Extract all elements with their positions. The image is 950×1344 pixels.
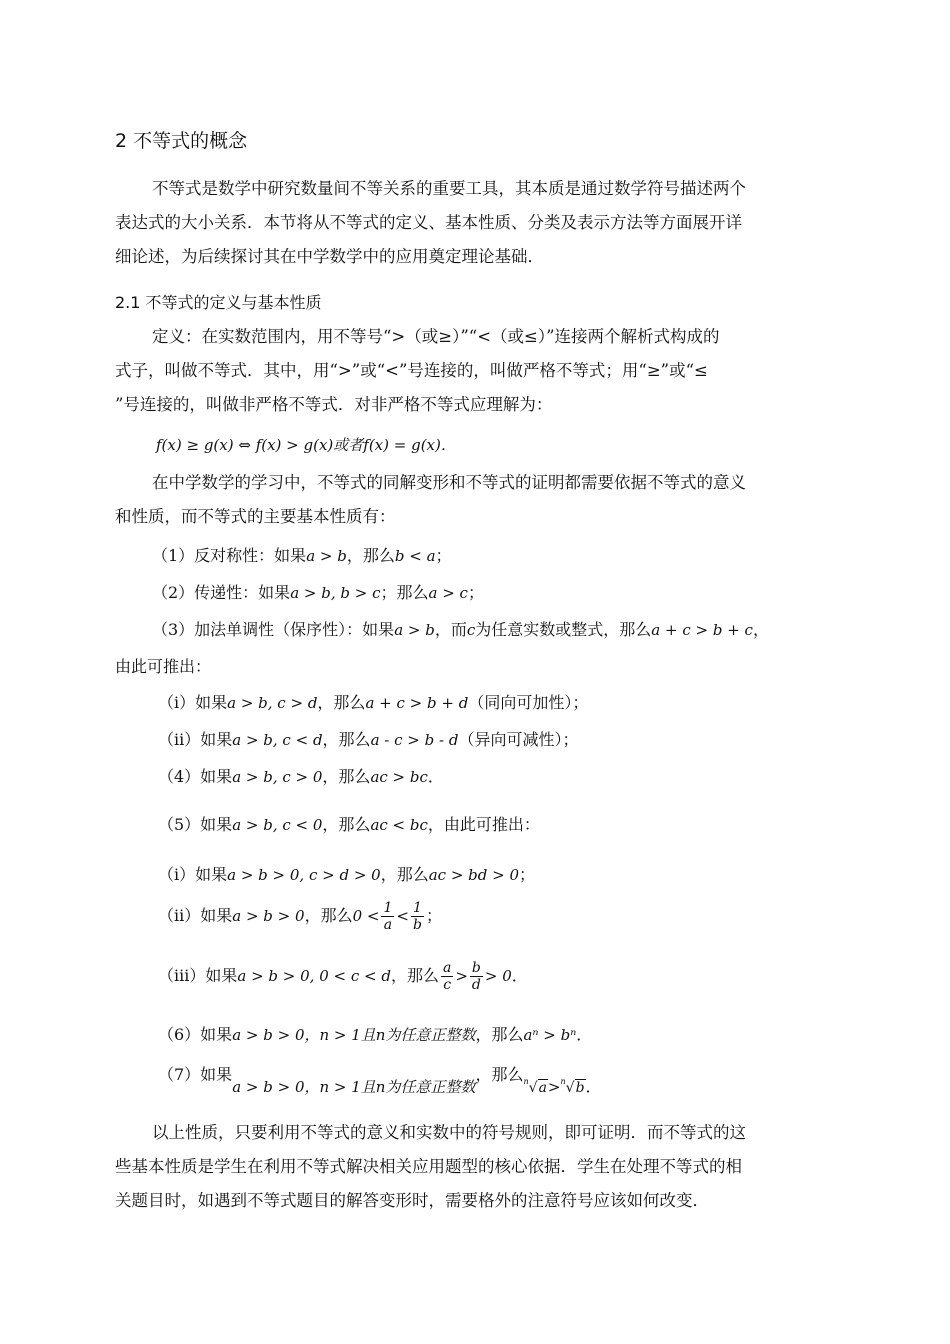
property-4-label: （4）如果: [158, 767, 233, 786]
definition-line-3: ”号连接的，叫做非严格不等式．对非严格不等式应理解为：: [115, 395, 553, 414]
property-5-iii-label: （iii）如果: [158, 966, 238, 985]
fraction-one-over-b: [411, 900, 424, 933]
property-3-mid-2: 为任意实数或整式，那么: [475, 620, 652, 639]
intro-paragraph: [115, 172, 860, 274]
radicand: b: [575, 1080, 585, 1096]
property-3-result: a + c > b + c: [651, 621, 753, 639]
property-7-condition: a > b > 0，n > 1且n为任意正整数: [232, 1078, 476, 1096]
conclusion-line-3: 关题目时，如遇到不等式题目的解答变形时，需要格外的注意符号应该如何改变．: [115, 1191, 709, 1210]
property-3-ii: [158, 727, 578, 750]
context-paragraph: [115, 466, 860, 534]
definition-line-2: 式子，叫做不等式．其中，用“>”或“<”号连接的，叫做严格不等式；用“≥”或“≤: [115, 361, 708, 380]
property-4-then: ，那么: [322, 767, 371, 786]
property-5-i-result: ac > bd > 0: [428, 866, 520, 884]
property-2-condition: a > b, b > c: [290, 584, 381, 602]
property-5-label: （5）如果: [158, 815, 233, 834]
conclusion-line-1: 以上性质，只要利用不等式的意义和实数中的符号规则，即可证明．而不等式的这: [152, 1123, 746, 1142]
fraction-numerator: 1: [383, 900, 393, 916]
property-3-mid-1: ，而: [434, 620, 467, 639]
property-1-then: ，那么: [346, 546, 395, 565]
property-3-variable: c: [466, 621, 476, 639]
definition-line-1: 定义：在实数范围内，用不等号“>（或≥）”“<（或≤）”连接两个解析式构成的: [152, 327, 720, 346]
fraction-numerator: b: [471, 960, 481, 976]
property-3-i-label: （i）如果: [158, 693, 228, 712]
property-5-condition: a > b, c < 0: [232, 816, 323, 834]
property-3-ii-label: （ii）如果: [158, 730, 233, 749]
property-3-i-end: （同向可加性）；: [468, 693, 589, 712]
property-5-result: ac < bc: [370, 816, 428, 834]
property-3-i-then: ，那么: [317, 693, 366, 712]
intro-line-1: 不等式是数学中研究数量间不等关系的重要工具，其本质是通过数学符号描述两个: [152, 179, 746, 198]
property-1: [152, 543, 452, 566]
property-3-label: （3）加法单调性（保序性）：如果: [152, 620, 395, 639]
property-5-end: ，由此可推出：: [427, 815, 540, 834]
fraction-denominator: d: [471, 977, 481, 993]
property-6-condition: a > b > 0，n > 1且n为任意正整数: [232, 1026, 476, 1044]
property-2-then: ；那么: [380, 583, 429, 602]
property-2-label: （2）传递性：如果: [152, 583, 291, 602]
fraction-denominator: c: [443, 977, 452, 993]
property-6-then: ，那么: [475, 1025, 524, 1044]
property-1-condition: a > b: [306, 547, 347, 565]
property-5-i-end: ；: [519, 865, 536, 884]
intro-line-3: 细论述，为后续探讨其在中学数学中的应用奠定理论基础．: [115, 247, 544, 266]
property-2-end: ；: [467, 583, 484, 602]
property-1-result: b < a: [394, 547, 436, 565]
property-5-ii-zero-lt: 0 <: [352, 907, 380, 925]
fraction-denominator: a: [383, 917, 393, 933]
conclusion-line-2: 些基本性质是学生在利用不等式解决相关应用题型的核心依据．学生在处理不等式的相: [115, 1157, 742, 1176]
property-5-iii-gt-zero: > 0: [484, 967, 512, 985]
property-6-result: aⁿ > bⁿ: [523, 1026, 577, 1044]
property-3-ii-end: （异向可减性）；: [458, 730, 579, 749]
property-6-end: ．: [576, 1025, 593, 1044]
definition-paragraph: [115, 320, 860, 422]
definition-formula: f(x) ≥ g(x) ⇔ f(x) > g(x)或者f(x) = g(x)．: [156, 436, 456, 454]
property-2-result: a > c: [428, 584, 468, 602]
property-3-i-result: a + c > b + d: [365, 694, 469, 712]
property-3-i: [158, 690, 588, 713]
section-title: 2 不等式的概念: [115, 130, 248, 152]
property-3-end: ，: [752, 620, 769, 639]
property-5: [158, 812, 540, 835]
fraction-numerator: 1: [411, 900, 424, 917]
property-6: [158, 1022, 592, 1045]
property-3-i-condition: a > b, c > d: [227, 694, 318, 712]
fraction-b-over-d: [470, 960, 483, 993]
property-7-label: （7）如果: [158, 1065, 233, 1084]
intro-line-2: 表达式的大小关系．本节将从不等式的定义、基本性质、分类及表示方法等方面展开详: [115, 213, 742, 232]
property-5-iii-condition: a > b > 0, 0 < c < d: [237, 967, 391, 985]
nth-root-a: $^n$√a: [523, 1077, 547, 1096]
property-6-label: （6）如果: [158, 1025, 233, 1044]
property-5-i-label: （i）如果: [158, 865, 228, 884]
property-1-label: （1）反对称性：如果: [152, 546, 307, 565]
property-5-ii-end: ；: [425, 906, 442, 925]
less-than-sign: <: [396, 907, 409, 925]
property-5-i: [158, 862, 535, 885]
property-5-ii-condition: a > b > 0: [232, 907, 305, 925]
property-3-ii-then: ，那么: [322, 730, 371, 749]
property-4-condition: a > b, c > 0: [232, 768, 323, 786]
property-5-ii-label: （ii）如果: [158, 906, 233, 925]
property-5-ii: [158, 900, 442, 933]
property-3-condition: a > b: [394, 621, 435, 639]
property-3: [152, 617, 769, 640]
property-1-end: ；: [435, 546, 452, 565]
greater-than-sign: >: [455, 967, 468, 985]
property-7: [158, 1062, 602, 1096]
property-4-end: ．: [427, 767, 444, 786]
property-5-i-then: ，那么: [380, 865, 429, 884]
property-5-then: ，那么: [322, 815, 371, 834]
root-index: n: [560, 1077, 566, 1086]
conclusion-paragraph: [115, 1116, 860, 1218]
property-7-then: ，那么: [475, 1065, 524, 1084]
property-3-ii-condition: a > b, c < d: [232, 731, 323, 749]
root-index: n: [523, 1077, 529, 1086]
greater-than-sign: >: [547, 1078, 561, 1096]
property-5-iii: [158, 960, 528, 993]
property-2: [152, 580, 484, 603]
nth-root-b: $^n$√b: [560, 1077, 585, 1096]
property-5-ii-then: ，那么: [304, 906, 353, 925]
context-line-1: 在中学数学的学习中，不等式的同解变形和不等式的证明都需要依据不等式的意义: [152, 473, 746, 492]
fraction-numerator: a: [442, 960, 452, 976]
property-5-iii-end: ．: [511, 966, 528, 985]
property-4-result: ac > bc: [370, 768, 428, 786]
property-7-end: ．: [585, 1077, 602, 1096]
property-5-i-condition: a > b > 0, c > d > 0: [227, 866, 381, 884]
fraction-a-over-c: [441, 960, 453, 993]
fraction-denominator: b: [412, 917, 422, 933]
property-3-ii-result: a - c > b - d: [370, 731, 459, 749]
fraction-one-over-a: [381, 900, 394, 933]
property-5-iii-then: ，那么: [390, 966, 439, 985]
context-line-2: 和性质，而不等式的主要基本性质有：: [115, 507, 396, 526]
radicand: a: [538, 1080, 547, 1096]
subsection-title: 2.1 不等式的定义与基本性质: [115, 293, 322, 312]
property-3-continuation: 由此可推出：: [115, 657, 212, 676]
property-4: [158, 764, 444, 787]
